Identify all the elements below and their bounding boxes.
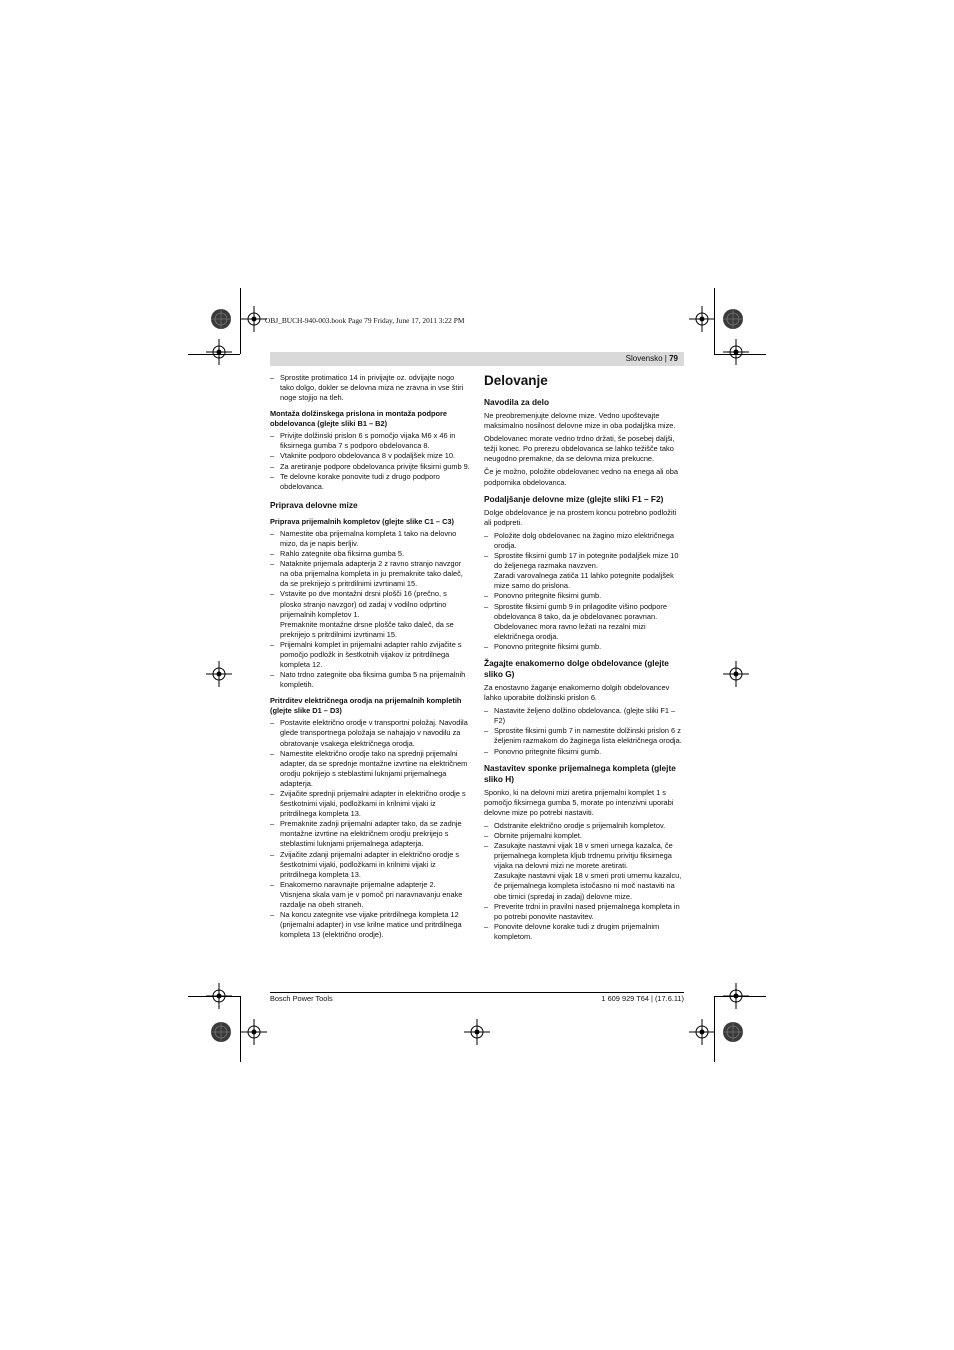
- list-item-note: Vtisnjena skala vam je v pomoč pri naravnavanju enake razdalje na obeh straneh.: [280, 889, 463, 910]
- page-number: 79: [669, 354, 678, 363]
- list-item: – Sprostite protimatico 14 in privijajte oz. odvijajte nogo tako dolgo, dokler se delovna miza ne zravna in vse štiri noge stojijo na tleh.: [270, 373, 470, 403]
- list-item: [484, 551, 684, 591]
- list-item: – Za aretiranje podpore obdelovanca privijte fiksirni gumb 9.: [270, 462, 470, 472]
- list-item: – Položite dolg obdelovanec na žagino mizo električnega orodja.: [484, 531, 684, 551]
- color-wheel-icon: [210, 308, 232, 330]
- heading-navodila: Navodila za delo: [484, 397, 550, 407]
- list-item: – Rahlo zategnite oba fiksirna gumba 5.: [270, 549, 470, 559]
- list-item: – Nataknite prijemala adapterja 2 z ravno stranjo navzgor na oba prijemalna kompleta in ju premaknite tako daleč, da se prekrijejo s pritrdilnimi izvrtinami 15.: [270, 559, 470, 589]
- list-item: – Nastavite željeno dolžino obdelovanca. (glejte sliki F1 – F2): [484, 706, 684, 726]
- page-header-text: [626, 353, 678, 365]
- list-item: – Sprostite fiksirni gumb 7 in namestite dolžinski prislon 6 z željenim razmakom do žaginega lista električnega orodja.: [484, 726, 684, 746]
- footer-brand: Bosch Power Tools: [270, 994, 333, 1003]
- heading-nastavitev: Nastavitev sponke prijemalnega kompleta (glejte sliko H): [484, 762, 676, 784]
- registration-mark-icon: [206, 339, 232, 365]
- registration-mark-icon: [689, 306, 715, 332]
- list-item: – Odstranite električno orodje s prijemalnih kompletov.: [484, 821, 684, 831]
- color-wheel-icon: [210, 1021, 232, 1043]
- paragraph: Dolge obdelovance je na prostem koncu potrebno podložiti ali podpreti.: [484, 507, 677, 527]
- list-item: – Privijte dolžinski prislon 6 s pomočjo vijaka M6 x 46 in fiksirnega gumba 7 s podporo obdelovanca 8.: [270, 431, 470, 451]
- registration-mark-icon: [206, 983, 232, 1009]
- zaganje-list: [484, 706, 684, 756]
- footer-docnumber: 1 609 929 T64 | (17.6.11): [601, 994, 684, 1003]
- registration-mark-icon: [723, 983, 749, 1009]
- podaljsanje-list: [484, 531, 684, 652]
- pritrditev-list: [270, 718, 470, 940]
- paragraph: Sponko, ki na delovni mizi aretira prijemalni komplet 1 s pomočjo fiksirnega gumba 5, morate po intenzivni uporabi delovne mize po potrebi nastaviti.: [484, 787, 674, 817]
- intro-list: [270, 373, 470, 403]
- registration-mark-icon: [723, 661, 749, 687]
- color-wheel-icon: [722, 1021, 744, 1043]
- registration-mark-icon: [241, 306, 267, 332]
- list-item: – Ponovno pritegnite fiksirni gumb.: [484, 591, 684, 601]
- paragraph: Za enostavno žaganje enakomerno dolgih obdelovancev lahko uporabite dolžinski prislon 6.: [484, 682, 670, 703]
- heading-montaza: Montaža dolžinskega prislona in montaža podpore obdelovanca (glejte sliki B1 – B2): [270, 409, 447, 429]
- header-separator: |: [664, 354, 667, 363]
- heading-pritrditev: Pritrditev električnega orodja na prijemalnih kompletih (glejte slike D1 – D3): [270, 696, 462, 716]
- list-item: – Preverite trdni in pravilni nased prijemalnega kompleta in po potrebi ponovite nastavitev.: [484, 902, 684, 922]
- list-item-note: Obdelovanec mora ravno ležati na rezalni mizi električnega orodja.: [494, 621, 646, 641]
- page-header: [270, 352, 684, 366]
- right-column: [484, 373, 684, 944]
- list-item: – Vtaknite podporo obdelovanca 8 v podaljšek mize 10.: [270, 451, 470, 461]
- registration-mark-icon: [689, 1019, 715, 1045]
- registration-mark-icon: [241, 1019, 267, 1045]
- list-item: [484, 602, 684, 642]
- list-item: [270, 880, 470, 910]
- list-item: [484, 841, 684, 902]
- heading-zaganje: Žagajte enakomerno dolge obdelovance (glejte sliko G): [484, 657, 669, 679]
- list-item-note: Premaknite montažne drsne plošče tako daleč, da se prekrijejo s pritrdilnimi izvrtinami 15.: [280, 619, 454, 639]
- montaza-list: [270, 431, 470, 492]
- registration-mark-icon: [464, 1019, 490, 1045]
- heading-priprava-sub: Priprava prijemalnih kompletov (glejte slike C1 – C3): [270, 516, 455, 526]
- left-column: [270, 373, 470, 942]
- list-item: – Premaknite zadnji prijemalni adapter tako, da se zadnje montažne izvrtine na električnem orodju prekrijejo s steblastimi luknjami prijemalnega adapterja.: [270, 819, 470, 849]
- list-item-text: Vstavite po dve montažni drsni plošči 16 (prečno, s plosko stranjo navzgor) od zadaj v vodilno odprtino prijemalnih kompletov 1.: [280, 589, 447, 619]
- heading-podaljsanje: Podaljšanje delovne mize (glejte sliki F1 – F2): [484, 493, 664, 504]
- list-item: – Ponovno pritegnite fiksirni gumb.: [484, 642, 684, 652]
- print-slug: OBJ_BUCH-940-003.book Page 79 Friday, June 17, 2011 3:22 PM: [265, 316, 465, 325]
- registration-mark-icon: [206, 661, 232, 687]
- section-title: Delovanje: [484, 373, 548, 388]
- footer-rule: [270, 992, 684, 993]
- nastavitev-list: [484, 821, 684, 942]
- list-item-note: Zasukajte nastavni vijak 18 v smeri proti urnemu kazalcu, če prijemalnega kompleta istočasno ni moč nastaviti na obe tirnici (spredaj in zadaj) delovne mize.: [494, 871, 682, 901]
- list-item: – Te delovne korake ponovite tudi z drugo podporo obdelovanca.: [270, 472, 470, 492]
- list-item-text: Zasukajte nastavni vijak 18 v smeri urnega kazalca, če prijemalnega kompleta kljub trdnemu privitju fiksirnega vijaka na delovni mizi ne morete aretirati.: [494, 841, 673, 871]
- paragraph: Ne preobremenjujte delovne mize. Vedno upoštevajte maksimalno nosilnost delovne mize in oba podaljška mize.: [484, 411, 676, 431]
- priprava-list: [270, 529, 470, 691]
- list-item-text: Enakomerno naravnajte prijemalne adapterje 2.: [280, 879, 436, 889]
- list-item-note: Zaradi varovalnega zatiča 11 lahko potegnite podaljšek mize samo do prislona.: [494, 571, 674, 591]
- list-item: – Ponovno pritegnite fiksirni gumb.: [484, 747, 684, 757]
- list-item: – Nato trdno zategnite oba fiksirna gumba 5 na prijemalnih kompletih.: [270, 670, 470, 690]
- list-item: – Namestite električno orodje tako na sprednji prijemalni adapter, da se sprednje montažne izvrtine na električnem orodju pokrijejo s steblastimi luknjami prijemalnega adapterja.: [270, 749, 470, 789]
- list-item: – Obrnite prijemalni komplet.: [484, 831, 684, 841]
- list-item: – Zvijačite sprednji prijemalni adapter in električno orodje s šestkotnimi vijaki, podložkami in krilnimi vijaki iz pritrdilnega kompleta 13.: [270, 789, 470, 819]
- heading-priprava: Priprava delovne mize: [270, 499, 358, 510]
- list-item: – Ponovite delovne korake tudi z drugim prijemalnim kompletom.: [484, 922, 684, 942]
- list-item: [270, 589, 470, 639]
- registration-mark-icon: [723, 339, 749, 365]
- list-item: – Postavite električno orodje v transportni položaj. Navodila glede transportnega položaja se nahajajo v navodilu za obratovanje vsakega električnega orodja.: [270, 718, 470, 748]
- list-item-text: Sprostite fiksirni gumb 9 in prilagodite višino podpore obdelovanca 8 tako, da je obdelovanec poravnan.: [494, 601, 667, 621]
- paragraph: Obdelovanec morate vedno trdno držati, še posebej daljši, težji konec. Po prerezu obdelovanca se lahko težišče tako neugodno premakne, da se delovna miza prekucne.: [484, 434, 675, 464]
- color-wheel-icon: [722, 308, 744, 330]
- list-item: – Namestite oba prijemalna kompleta 1 tako na delovno mizo, da je napis berljiv.: [270, 529, 470, 549]
- language-label: Slovensko: [625, 354, 663, 363]
- list-item: – Zvijačite zdanji prijemalni adapter in električno orodje s šestkotnimi vijaki, podložkami in krilnimi vijaki iz pritrdilnega kompleta 13.: [270, 850, 470, 880]
- paragraph: Če je možno, položite obdelovanec vedno na enega ali oba podpornika obdelovanca.: [484, 467, 678, 487]
- list-item-text: Sprostite fiksirni gumb 17 in potegnite podaljšek mize 10 do željenega razmaka navzven.: [494, 551, 679, 571]
- list-item: – Na koncu zategnite vse vijake pritrdilnega kompleta 12 (prijemalni adapter) in vse krilne matice und pritrdilnega kompleta 13 (električno orodje).: [270, 910, 470, 940]
- list-item: – Prijemalni komplet in prijemalni adapter rahlo zvijačite s pomočjo podložk in šestkotnih vijakov iz pritrdilnega kompleta 12.: [270, 640, 470, 670]
